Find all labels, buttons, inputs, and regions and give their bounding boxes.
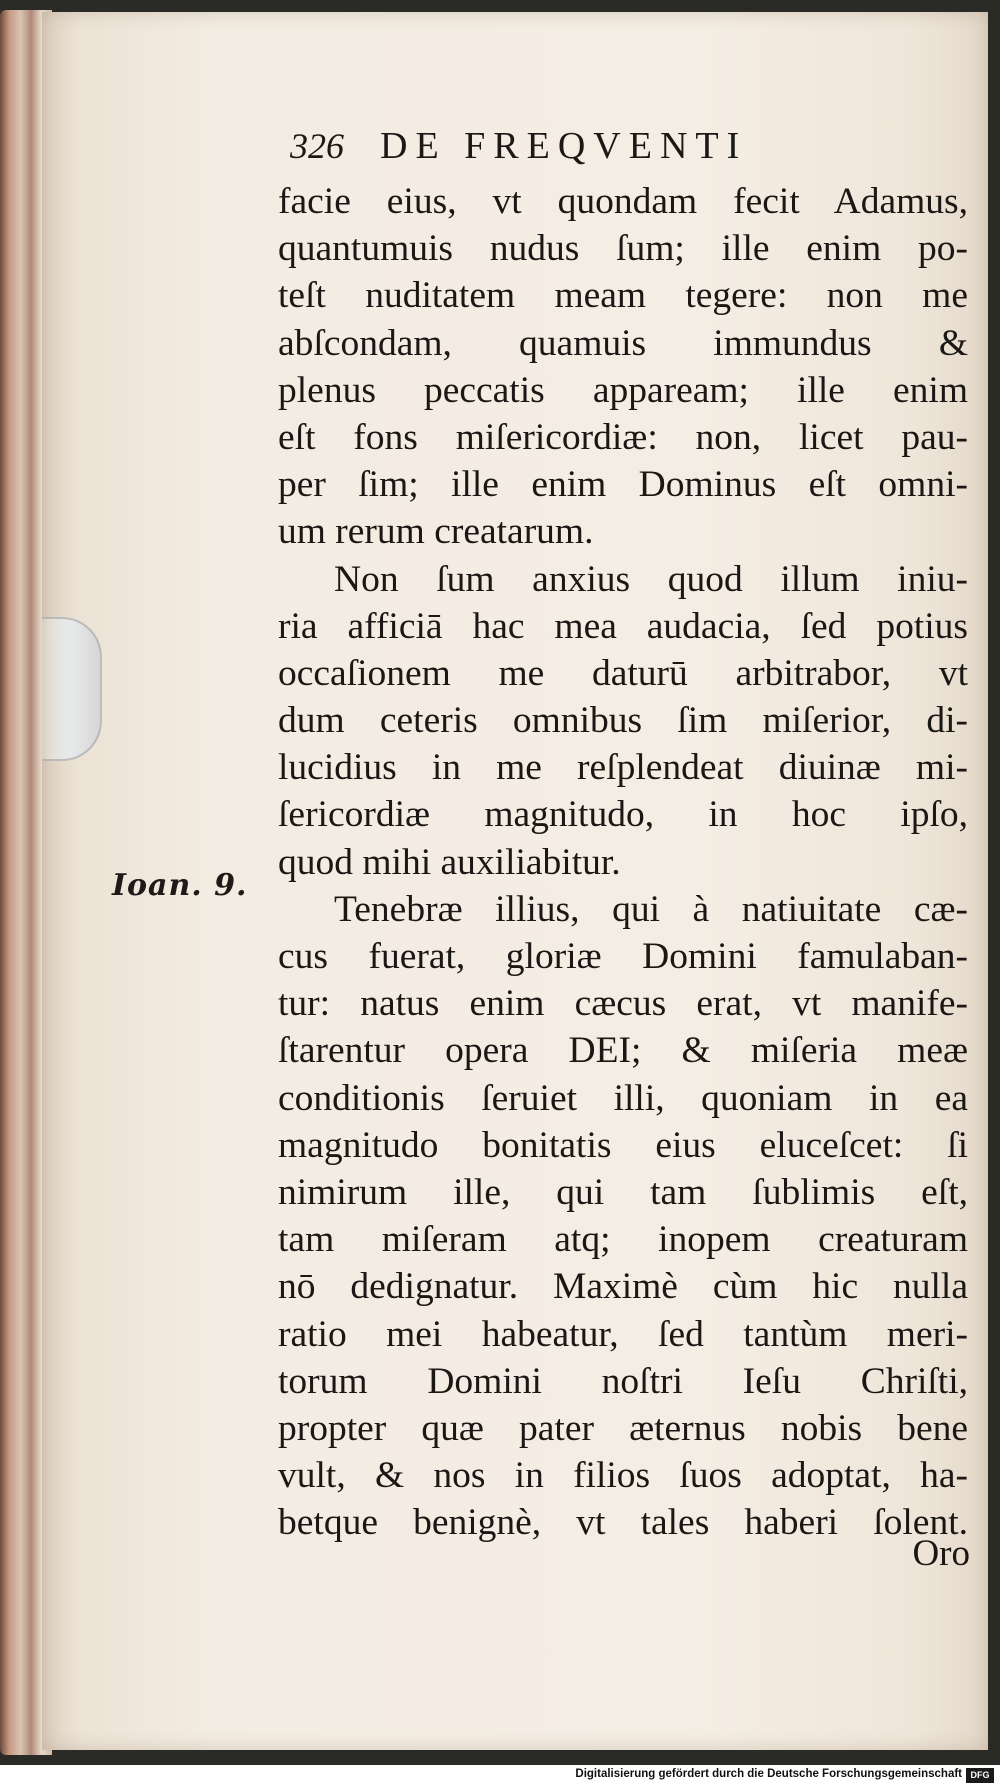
page-number: 326 bbox=[290, 126, 344, 166]
text-line: tur: natus enim cæcus erat, vt manife- bbox=[278, 983, 968, 1025]
text-line: magnitudo bonitatis eius eluceſcet: ſi bbox=[278, 1124, 968, 1166]
text-line: abſcondam, quamuis immundus & bbox=[278, 322, 968, 364]
text-line: ſericordiæ magnitudo, in hoc ipſo, bbox=[278, 794, 968, 836]
text-line: um rerum creatarum. bbox=[278, 511, 594, 553]
page-header bbox=[290, 124, 747, 168]
text-line: eſt fons miſericordiæ: non, licet pau- bbox=[278, 416, 968, 458]
text-line: Tenebræ illius, qui à natiuitate cæ- bbox=[334, 888, 968, 930]
text-line: teſt nuditatem meam tegere: non me bbox=[278, 275, 968, 317]
text-line: ratio mei habeatur, ſed tantùm meri- bbox=[278, 1313, 968, 1355]
text-line: facie eius, vt quondam fecit Adamus, bbox=[278, 181, 968, 222]
page-clip bbox=[42, 617, 102, 761]
text-line: nō dedignatur. Maximè cùm hic nulla bbox=[278, 1266, 968, 1308]
running-title: DE FREQVENTI bbox=[380, 125, 748, 167]
text-line: nimirum ille, qui tam ſublimis eſt, bbox=[278, 1171, 968, 1213]
text-line: ſtarentur opera DEI; & miſeria meæ bbox=[278, 1030, 968, 1072]
text-line: ria afficiā hac mea audacia, ſed potius bbox=[278, 605, 968, 647]
text-line: quantumuis nudus ſum; ille enim po- bbox=[278, 228, 968, 270]
text-line: tam miſeram atq; inopem creaturam bbox=[278, 1219, 968, 1261]
dfg-logo: DFG bbox=[966, 1768, 994, 1783]
text-line: betque benignè, vt tales haberi ſolent. bbox=[278, 1502, 968, 1544]
body-text bbox=[278, 178, 968, 1546]
catchword: Oro bbox=[912, 1533, 970, 1574]
text-line: occaſionem me daturū arbitrabor, vt bbox=[278, 652, 968, 694]
funding-credit: Digitalisierung gefördert durch die Deutsche Forschungsgemeinschaft bbox=[575, 1768, 962, 1780]
text-line: propter quæ pater æternus nobis bene bbox=[278, 1407, 968, 1449]
text-line: quod mihi auxiliabitur. bbox=[278, 841, 621, 883]
digitization-footer bbox=[0, 1765, 1000, 1787]
text-line: cus fuerat, gloriæ Domini famulaban- bbox=[278, 936, 968, 977]
text-line: vult, & nos in filios ſuos adoptat, ha- bbox=[278, 1455, 968, 1497]
margin-reference: Ioan. 9. bbox=[112, 868, 248, 903]
text-line: per ſim; ille enim Dominus eſt omni- bbox=[278, 464, 968, 506]
text-line: lucidius in me reſplendeat diuinæ mi- bbox=[278, 747, 968, 789]
text-line: Non ſum anxius quod illum iniu- bbox=[334, 558, 968, 600]
text-line: plenus peccatis appaream; ille enim bbox=[278, 369, 968, 411]
text-line: dum ceteris omnibus ſim miſerior, di- bbox=[278, 700, 968, 742]
text-line: torum Domini noſtri Ieſu Chriſti, bbox=[278, 1360, 968, 1402]
text-line: conditionis ſeruiet illi, quoniam in ea bbox=[278, 1077, 968, 1119]
